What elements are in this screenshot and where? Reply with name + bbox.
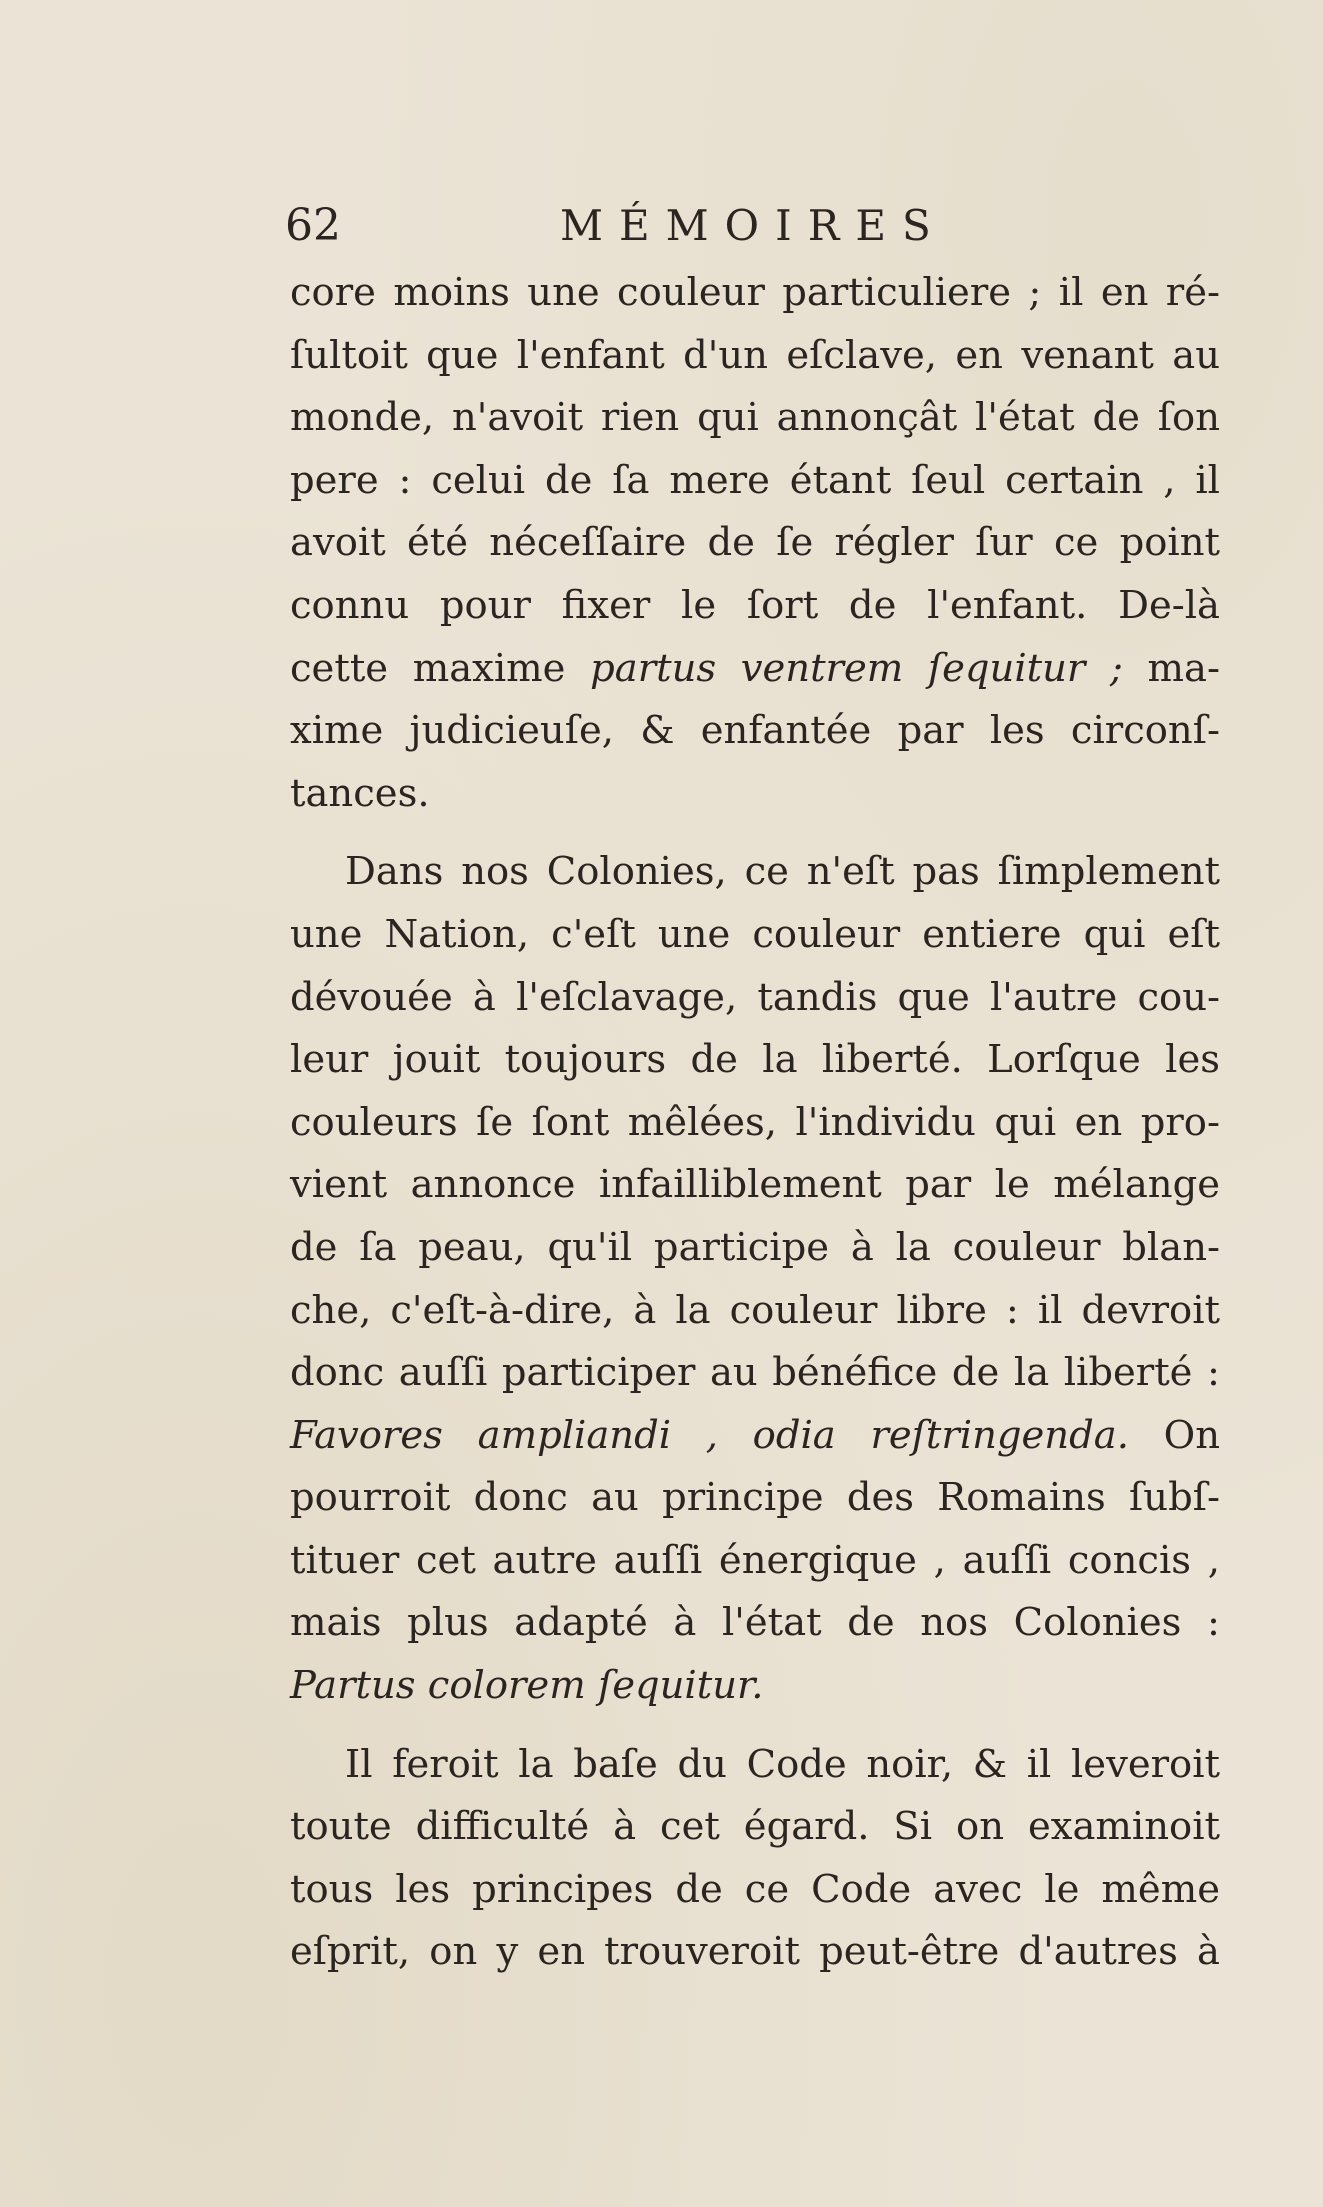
latin-maxim: Favores ampliandi , odia reſtringenda.: [290, 1412, 1129, 1458]
latin-maxim: Partus colorem ſequitur.: [290, 1663, 764, 1709]
text-line: tous les principes de ce Code avec le même: [290, 1866, 1220, 1912]
text-line: pere : celui de ſa mere étant ſeul certain , il: [290, 457, 1220, 503]
text-line: Dans nos Colonies, ce n'eſt pas ſimplement: [345, 849, 1220, 895]
text-line: toute difficulté à cet égard. Si on examinoit: [290, 1804, 1220, 1850]
text-line: [290, 1655, 1220, 1718]
text-line: leur jouit toujours de la liberté. Lorſque les: [290, 1037, 1220, 1083]
text-line: pourroit donc au principe des Romains ſubſ-: [290, 1475, 1220, 1521]
running-head: MÉMOIRES: [560, 201, 947, 250]
text-line: ſultoit que l'enfant d'un eſclave, en venant au: [290, 332, 1220, 378]
text-line: Favores ampliandi , odia reſtringenda. On: [290, 1412, 1220, 1458]
latin-maxim: partus ventrem ſequitur ;: [590, 645, 1123, 691]
text-line: tituer cet autre auſſi énergique , auſſi concis ,: [290, 1537, 1220, 1583]
page-header: [285, 196, 985, 256]
text-line: eſprit, on y en trouveroit peut-être d'autres à: [290, 1929, 1220, 1975]
text-line: che, c'eſt-à-dire, à la couleur libre : il devroit: [290, 1287, 1220, 1333]
text-line: tances.: [290, 770, 430, 816]
body-text: [290, 262, 1220, 1984]
text-line: xime judicieuſe, & enfantée par les circonſ-: [290, 708, 1220, 754]
text-line: de ſa peau, qu'il participe à la couleur blan-: [290, 1224, 1220, 1270]
text-line: cette maxime partus ventrem ſequitur ; ma-: [290, 645, 1220, 691]
text-line: core moins une couleur particuliere ; il en ré-: [290, 270, 1220, 315]
text-line: vient annonce infailliblement par le mélange: [290, 1162, 1220, 1208]
text-line: une Nation, c'eſt une couleur entiere qui eſt: [290, 911, 1220, 957]
text-line: Il feroit la baſe du Code noir, & il leveroit: [345, 1741, 1220, 1787]
text-line: avoit été néceſſaire de ſe régler ſur ce point: [290, 520, 1220, 566]
text-line: couleurs ſe ſont mêlées, l'individu qui en pro-: [290, 1099, 1220, 1145]
text-line: monde, n'avoit rien qui annonçât l'état de ſon: [290, 395, 1220, 441]
text-line: dévouée à l'eſclavage, tandis que l'autre cou-: [290, 974, 1220, 1020]
page-number: 62: [285, 200, 341, 251]
text-line: connu pour fixer le ſort de l'enfant. De-là: [290, 582, 1220, 628]
text-line: mais plus adapté à l'état de nos Colonies :: [290, 1600, 1220, 1646]
text-line: donc auſſi participer au bénéfice de la liberté :: [290, 1350, 1220, 1396]
